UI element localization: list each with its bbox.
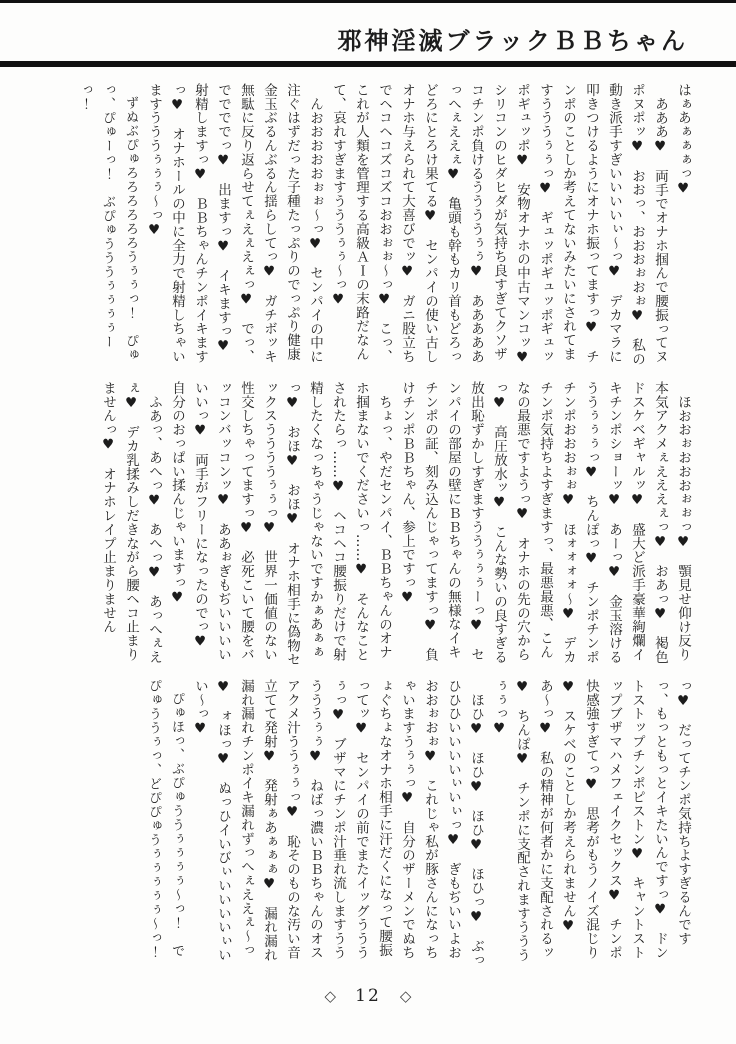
dialogue-paragraph: あああ♥ 両手でオナホ掴んで腰振ってヌポヌポッ♥ おおっ、おおおぉおぉ♥ 私の動き派手すぎいいいいぃ〜っ♥ デカマラに叩きつけるようにオナホ振ってますっ♥ チンポのことしか考えてないみたいにされてますうううぅぅっ♥ ギュッポギュッポギュッポギュッポ♥ 安物オナホの中古マンコッ♥ シリコンのヒダヒダが気持ち良すぎてクソザコチンポ負けるううううぅぅ♥ あああああっへぇええぇ♥ 亀頭も幹もカリ首もどろっどろにとろけ果てる♥ センパイの使い古しオナホ与えられて大喜びでッ♥ ガニ股立ちでヘコヘコズコズコおおぉぉ〜っ♥ こっ、これが人類を管理する高級ＡＩの末路だなんて、哀れすぎますうううぅぅ〜っ♥ [330,83,668,381]
dialogue-paragraph: はぁあぁぁぁっ♥ [675,83,691,197]
text-band-middle [42,381,694,671]
dialogue-paragraph: ほおおぉおおおぉぉっ♥ 顎見せ仰け反り本気アクメぇえええぇっ♥ おあっ♥ 褐色ドスケベギャルッ♥ 盛大ど派手豪華絢爛イキチンポショーッ♥ あーっ♥ 金玉溶けるううぅぅぅっ♥ ちんぽっ♥ チンポチンポチンポおおおぉぉ♥ ほォォォォ〜♥ デカチンポ気持ちよすぎますっ、最悪最悪、こんなの最悪ですようっ♥ オナホの先の穴からっ♥ 高圧放水ッ♥ こんな勢いの良すぎる放出恥ずかしすぎますううぅぅぅーっ♥ センパイの部屋の壁にＢＢちゃんの無様なイキチンポの証、刻み込んじゃってますっ♥ 負けチンポＢＢちゃん、参上ですっ♥ [399,381,691,665]
dialogue-paragraph: んおおおおおぉぉ〜っ♥ センパイの中に注ぐはずだった子種たっぷりのでっぷり健康金玉ぶるんぶるん揺らしてっ♥ ガチボッキ無駄に反り返らせてぇえぇえぇっ♥ でっ、ででででっ♥ 出ますっ♥ イキますっ♥ 射精しますっ♥ ＢＢちゃんチンポイキますっ♥ オナホールの中に全力で射精しちゃいますうううぅぅぅ〜っ♥ [146,83,323,369]
page-number: 12 [355,986,381,1006]
sfx-paragraph: ずぬぶぴゅろろろろろろうぅぅっ！ ぴゅっ、ぴゅーっ！ ぶぴゅうううぅぅぅぅーっ！ [77,83,138,363]
vertical-text-area [0,67,736,969]
text-band-bottom [42,679,694,969]
dialogue-paragraph: ちょっ、やだセンパイ、ＢＢちゃんのオナホ掴まないでくださいっ……♥ そんなことされたらっ……♥ ヘコヘコ腰振りだけで射精したくなっちゃうじゃないですかぁあぁぁっ♥ おほ♥ おほ♥ オナホ相手に偽物セックスううううぅぅっ♥ 世界一価値のない性交しちゃってますっ♥ 必死こいて腰をバッコンバッコンッ♥ ああぉぎもぢいいいいいいっ♥ 両手がフリーになったのでっ♥ 自分のおっぱい揉んじゃいますっ♥ [169,381,392,667]
text-band-top [42,83,694,381]
dialogue-paragraph: っ♥ だってチンポ気持ちよすぎるんですっ、もっともっとイキたいんですっ♥ ドントストップチンポピストン♥ キャントストップブザマハメフェイクセックス♥ チンポ快感強すぎてっ♥ 思考がもうノイズ混じり♥ スケベのことしか考えられません♥ あ〜っ♥ 私の精神が何者かに支配されるッ♥ ちんぽ♥ チンポに支配されますうううぅぅっ♥ [491,679,691,963]
page-title: 邪神淫滅ブラックＢＢちゃん [337,26,688,55]
diamond-icon: ◇ [324,987,337,1005]
diamond-icon: ◇ [399,987,412,1005]
sfx-paragraph: ぴゅほっ、ぶぴゅううぅぅぅぅ〜っ！ でぴゅううぅっ、どぴぴゅうぅぅぅぅぅ〜っ！ [146,679,184,960]
page-footer [0,986,736,1006]
page-header [0,3,736,56]
dialogue-paragraph: ふあっ、あへっ♥ あへっ♥ あっへぇえぇ♥ デカ乳揉みしだきながら腰ヘコ止まりませんっ♥ オナホレイプ止まりません [100,381,162,664]
dialogue-paragraph: ほひ♥ ほひ♥ ほひ♥ ほひっ♥ ぶっひひひいいいいぃいぃっ♥ ぎもぢいいよおおおぉおぉ♥ これじゃ私が豚さんになっちゃいますうぅぅっ♥ 自分のザーメンでぬちょぐちょなオナホ相手に汗だくになって腰振ってッ♥ センパイの前でまたイッグうううぅっ♥ ブザマにチンポ汁垂れ流しますうううううぅぅ♥ ねばっ濃いＢＢちゃんのオスアクメ汁ううぅぅっ♥ 恥そのものな汚い音立てて発射♥ 発射ぁあぁぁぁ♥ 漏れ漏れ漏れ漏れチンポイキ漏れずっへぇええぇ〜っ♥ ォほっ♥ ぬっひイいびぃいいいいぃいい〜っ♥ [192,679,484,967]
